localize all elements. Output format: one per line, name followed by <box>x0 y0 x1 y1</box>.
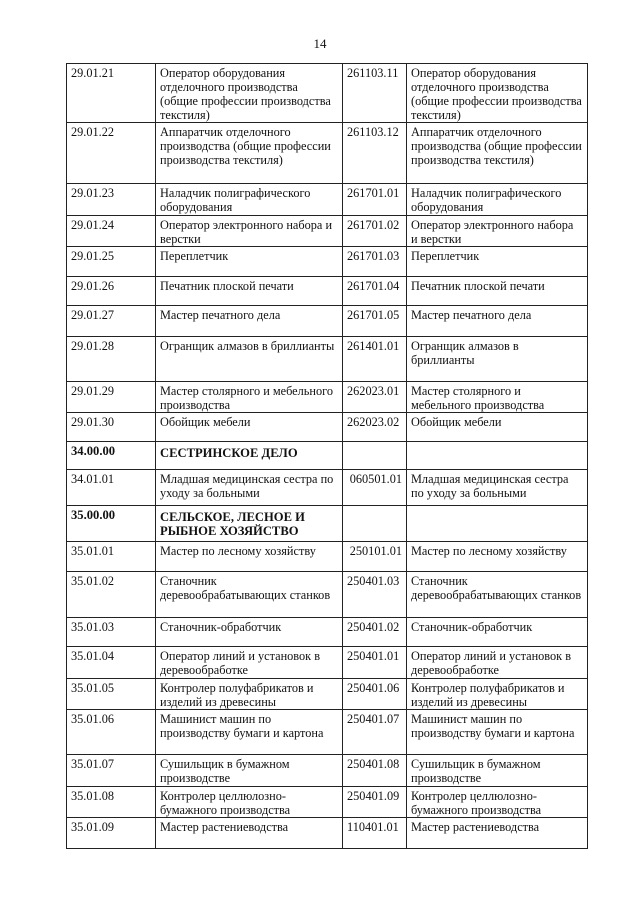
row-name: Наладчик полиграфического оборудования <box>156 184 343 216</box>
row-code: 35.01.08 <box>67 787 156 818</box>
row-old-code: 262023.02 <box>343 413 407 442</box>
table-row <box>67 382 588 413</box>
row-old-name: Станочник деревообрабатывающих станков <box>407 572 588 618</box>
row-code: 35.01.07 <box>67 755 156 787</box>
row-old-name: Станочник-обработчик <box>407 618 588 647</box>
row-name: Мастер растениеводства <box>156 818 343 849</box>
profession-table <box>66 63 588 849</box>
table-row <box>67 618 588 647</box>
row-code: 29.01.25 <box>67 247 156 277</box>
section-title: СЕЛЬСКОЕ, ЛЕСНОЕ И РЫБНОЕ ХОЗЯЙСТВО <box>156 506 343 542</box>
section-code: 34.00.00 <box>67 442 156 470</box>
row-old-name: Машинист машин по производству бумаги и картона <box>407 710 588 755</box>
row-old-name: Переплетчик <box>407 247 588 277</box>
row-old-name: Оператор электронного набора и верстки <box>407 216 588 247</box>
table-row <box>67 216 588 247</box>
row-old-code: 250401.08 <box>343 755 407 787</box>
row-name: Младшая медицинская сестра по уходу за больными <box>156 470 343 506</box>
page-number: 14 <box>313 36 327 51</box>
row-old-code: 250401.09 <box>343 787 407 818</box>
row-old-code: 261701.04 <box>343 277 407 306</box>
row-old-code <box>343 442 407 470</box>
row-name: Мастер печатного дела <box>156 306 343 337</box>
table-row <box>67 542 588 572</box>
row-old-code: 261401.01 <box>343 337 407 382</box>
row-old-code: 261103.12 <box>343 123 407 184</box>
row-old-name: Мастер по лесному хозяйству <box>407 542 588 572</box>
row-name: Сушильщик в бумажном производстве <box>156 755 343 787</box>
section-row <box>67 506 588 542</box>
row-code: 34.01.01 <box>67 470 156 506</box>
row-code: 29.01.21 <box>67 64 156 123</box>
row-old-code: 261701.03 <box>343 247 407 277</box>
row-old-name: Контролер полуфабрикатов и изделий из древесины <box>407 679 588 710</box>
table-row <box>67 470 588 506</box>
row-old-code: 250101.01 <box>343 542 407 572</box>
row-code: 29.01.29 <box>67 382 156 413</box>
row-name: Печатник плоской печати <box>156 277 343 306</box>
table-row <box>67 647 588 679</box>
row-name: Огранщик алмазов в бриллианты <box>156 337 343 382</box>
row-old-code: 262023.01 <box>343 382 407 413</box>
row-code: 29.01.24 <box>67 216 156 247</box>
row-code: 29.01.30 <box>67 413 156 442</box>
row-old-name: Аппаратчик отделочного производства (общие профессии производства текстиля) <box>407 123 588 184</box>
section-code: 35.00.00 <box>67 506 156 542</box>
row-old-code: 250401.03 <box>343 572 407 618</box>
row-name: Контролер целлюлозно-бумажного производства <box>156 787 343 818</box>
row-old-name: Печатник плоской печати <box>407 277 588 306</box>
row-old-name: Мастер печатного дела <box>407 306 588 337</box>
row-name: Переплетчик <box>156 247 343 277</box>
row-old-name: Мастер столярного и мебельного производства <box>407 382 588 413</box>
row-old-code: 250401.06 <box>343 679 407 710</box>
section-title: СЕСТРИНСКОЕ ДЕЛО <box>156 442 343 470</box>
table-row <box>67 337 588 382</box>
row-old-name: Огранщик алмазов в бриллианты <box>407 337 588 382</box>
row-code: 29.01.26 <box>67 277 156 306</box>
row-old-code: 261701.01 <box>343 184 407 216</box>
row-old-name: Мастер растениеводства <box>407 818 588 849</box>
row-old-name: Обойщик мебели <box>407 413 588 442</box>
row-old-code <box>343 506 407 542</box>
row-name: Машинист машин по производству бумаги и картона <box>156 710 343 755</box>
row-name: Мастер столярного и мебельного производства <box>156 382 343 413</box>
row-old-code: 261701.05 <box>343 306 407 337</box>
table-row <box>67 710 588 755</box>
row-old-name: Оператор оборудования отделочного производства (общие профессии производства текстиля) <box>407 64 588 123</box>
row-code: 35.01.05 <box>67 679 156 710</box>
row-old-name: Младшая медицинская сестра по уходу за больными <box>407 470 588 506</box>
table-row <box>67 755 588 787</box>
row-old-code: 261701.02 <box>343 216 407 247</box>
row-name: Контролер полуфабрикатов и изделий из древесины <box>156 679 343 710</box>
row-code: 35.01.06 <box>67 710 156 755</box>
row-name: Мастер по лесному хозяйству <box>156 542 343 572</box>
row-old-name: Контролер целлюлозно-бумажного производства <box>407 787 588 818</box>
table-row <box>67 306 588 337</box>
row-old-name: Оператор линий и установок в деревообработке <box>407 647 588 679</box>
row-code: 35.01.09 <box>67 818 156 849</box>
table-row <box>67 184 588 216</box>
table-row <box>67 123 588 184</box>
row-code: 29.01.22 <box>67 123 156 184</box>
table-row <box>67 247 588 277</box>
row-code: 35.01.02 <box>67 572 156 618</box>
row-old-code: 250401.01 <box>343 647 407 679</box>
row-name: Станочник-обработчик <box>156 618 343 647</box>
row-code: 29.01.27 <box>67 306 156 337</box>
row-name: Станочник деревообрабатывающих станков <box>156 572 343 618</box>
row-old-name <box>407 506 588 542</box>
row-old-code: 060501.01 <box>343 470 407 506</box>
row-code: 35.01.04 <box>67 647 156 679</box>
row-old-name: Сушильщик в бумажном производстве <box>407 755 588 787</box>
row-name: Обойщик мебели <box>156 413 343 442</box>
row-old-name: Наладчик полиграфического оборудования <box>407 184 588 216</box>
row-name: Оператор оборудования отделочного производства (общие профессии производства текстиля) <box>156 64 343 123</box>
row-old-name <box>407 442 588 470</box>
row-name: Аппаратчик отделочного производства (общие профессии производства текстиля) <box>156 123 343 184</box>
section-row <box>67 442 588 470</box>
table-row <box>67 572 588 618</box>
row-name: Оператор линий и установок в деревообработке <box>156 647 343 679</box>
table-row <box>67 64 588 123</box>
table-row <box>67 413 588 442</box>
table-row <box>67 818 588 849</box>
table-row <box>67 277 588 306</box>
row-code: 29.01.23 <box>67 184 156 216</box>
table-row <box>67 679 588 710</box>
row-old-code: 250401.07 <box>343 710 407 755</box>
table-row <box>67 787 588 818</box>
row-old-code: 261103.11 <box>343 64 407 123</box>
row-old-code: 250401.02 <box>343 618 407 647</box>
row-name: Оператор электронного набора и верстки <box>156 216 343 247</box>
row-code: 35.01.01 <box>67 542 156 572</box>
row-old-code: 110401.01 <box>343 818 407 849</box>
row-code: 29.01.28 <box>67 337 156 382</box>
row-code: 35.01.03 <box>67 618 156 647</box>
